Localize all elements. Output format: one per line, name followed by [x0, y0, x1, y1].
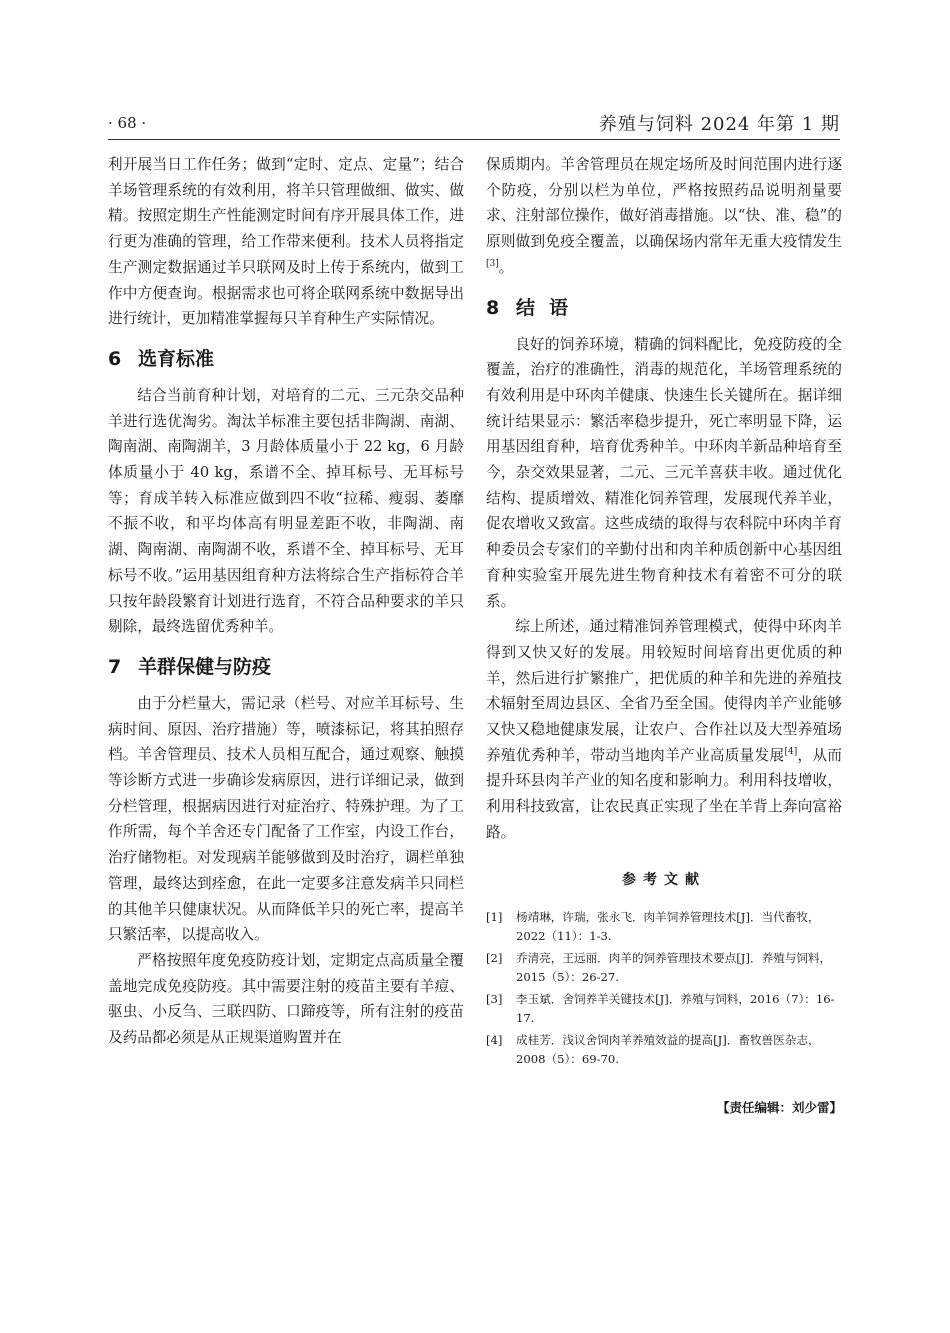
- reference-item: [486, 908, 842, 946]
- section-number: 7: [108, 655, 122, 678]
- reference-list: [486, 908, 842, 1069]
- paragraph: 利开展当日工作任务；做到“定时、定点、定量”；结合羊场管理系统的有效利用，将羊只管理做细、做实、做精。按照定期生产性能测定时间有序开展具体工作，进行更为准确的管理，给工作带来便利。技术人员将指定生产测定数据通过羊只联网及时上传于系统内，做到工作中方便查询。根据需求也可将企联网系统中数据导出进行统计，更加精准掌握每只羊育种生产实际情况。: [108, 156, 464, 328]
- paragraph: [486, 152, 842, 281]
- reference-item: [486, 990, 842, 1028]
- page-number: · 68 ·: [108, 114, 147, 132]
- reference-text: 李玉斌．舍饲养羊关键技术[J]．养殖与饲料，2016（7）：16-17.: [516, 991, 835, 1025]
- paragraph: [486, 614, 842, 845]
- header-rule: [108, 139, 840, 140]
- reference-text: 乔清亮，王远丽．肉羊的饲养管理技术要点[J]．养殖与饲料，2015（5）：26-27.: [516, 950, 832, 984]
- reference-text: 杨靖琳，许瑞，张永飞．肉羊饲养管理技术[J]．当代畜牧，2022（11）：1-3.: [516, 909, 820, 943]
- paragraph: 良好的饲养环境，精确的饲料配比，免疫防疫的全覆盖，治疗的准确性，消毒的规范化，羊场管理系统的有效利用是中环肉羊健康、快速生长关键所在。据详细统计结果显示：繁活率稳步提升，死亡率明显下降，运用基因组育种，培育优秀种羊。中环肉羊新品种培育至今，杂交效果显著，二元、三元羊喜获丰收。通过优化结构、提质增效、精准化饲养管理，发展现代养羊业，促农增收又致富。这些成绩的取得与农科院中环肉羊育种委员会专家们的辛勤付出和肉羊种质创新中心基因组育种实验室开展先进生物育种技术有着密不可分的联系。: [486, 335, 842, 610]
- paragraph-text: ，从而提升环县肉羊产业的知名度和影响力。利用科技增收，利用科技致富，让农民真正实现了坐在羊背上奔向富裕路。: [486, 746, 842, 841]
- section-heading-7: [108, 653, 464, 681]
- references-title: 参考文献: [622, 871, 706, 888]
- paragraph-text: 保质期内。羊舍管理员在规定场所及时间范围内进行逐个防疫，分别以栏为单位，严格按照药品说明剂量要求、注射部位操作，做好消毒措施。以“快、准、稳”的原则做到免疫全覆盖，以确保场内常年无重大疫情发生: [486, 156, 842, 251]
- reference-item: [486, 1031, 842, 1069]
- reference-item: [486, 949, 842, 987]
- section-number: 6: [108, 347, 122, 370]
- section-title: 选育标准: [138, 347, 215, 370]
- page-header: [108, 110, 840, 136]
- citation-ref: [4]: [784, 746, 798, 757]
- reference-index: [3]: [486, 991, 503, 1006]
- reference-index: [4]: [486, 1032, 503, 1047]
- section-number: 8: [486, 296, 500, 319]
- reference-index: [2]: [486, 950, 503, 965]
- right-column: [486, 152, 842, 1120]
- paragraph-text: 。: [498, 258, 514, 276]
- section-heading-8: [486, 294, 842, 322]
- section-heading-6: [108, 345, 464, 373]
- citation-ref: [3]: [486, 258, 499, 269]
- reference-text: 成桂芳．浅议舍饲肉羊养殖效益的提高[J]．畜牧兽医杂志，2008（5）：69-70.: [516, 1032, 820, 1066]
- responsible-editor: 【责任编辑：刘少雷】: [716, 1099, 842, 1115]
- paragraph: 严格按照年度免疫防疫计划，定期定点高质量全覆盖地完成免疫防疫。其中需要注射的疫苗主要有羊痘、驱虫、小反刍、三联四防、口蹄疫等，所有注射的疫苗及药品都必须是从正规渠道购置并在: [108, 951, 464, 1047]
- paragraph-text: 综上所述，通过精准饲养管理模式，使得中环肉羊得到又快又好的发展。用较短时间培育出更优质的种羊，然后进行扩繁推广，把优质的种羊和先进的养殖技术辐射至周边县区、全省乃至全国。使得肉羊产业能够又快又稳地健康发展，让农户、合作社以及大型养殖场养殖优秀种羊，带动当地肉羊产业高质量发展: [486, 618, 842, 764]
- section-title: 羊群保健与防疫: [138, 655, 272, 678]
- paragraph: 结合当前育种计划，对培育的二元、三元杂交品种羊进行选优淘劣。淘汰羊标准主要包括非陶湖、南湖、陶南湖、南陶湖羊，3 月龄体质量小于 22 kg，6 月龄体质量小于 40 kg，系谱不全、掉耳标号、无耳标号等；育成羊转入标准应做到四不收“拉稀、瘦弱、萎靡不振不收，和平均体高有明显差距不收，非陶湖、南湖、陶南湖、南陶湖不收，系谱不全、掉耳标号、无耳标号不收。”运用基因组育种方法将综合生产指标符合羊只按年龄段繁育计划进行选育，不符合品种要求的羊只剔除，最终选留优秀种羊。: [108, 386, 464, 636]
- journal-title: 养殖与饲料 2024 年第 1 期: [598, 114, 840, 135]
- left-column: [108, 152, 464, 1051]
- section-title: 结语: [516, 296, 583, 319]
- paragraph: 由于分栏量大，需记录（栏号、对应羊耳标号、生病时间、原因、治疗措施）等，喷漆标记，将其拍照存档。羊舍管理员、技术人员相互配合，通过观察、触摸等诊断方式进一步确诊发病原因，进行详细记录，做到分栏管理，根据病因进行对症治疗、特殊护理。为了工作所需，每个羊舍还专门配备了工作室，内设工作台，治疗储物柜。对发现病羊能够做到及时治疗，调栏单独管理，最终达到痊愈，在此一定要多注意发病羊只同栏的其他羊只健康状况。从而降低羊只的死亡率，提高羊只繁活率，以提高收入。: [108, 694, 464, 944]
- reference-index: [1]: [486, 909, 503, 924]
